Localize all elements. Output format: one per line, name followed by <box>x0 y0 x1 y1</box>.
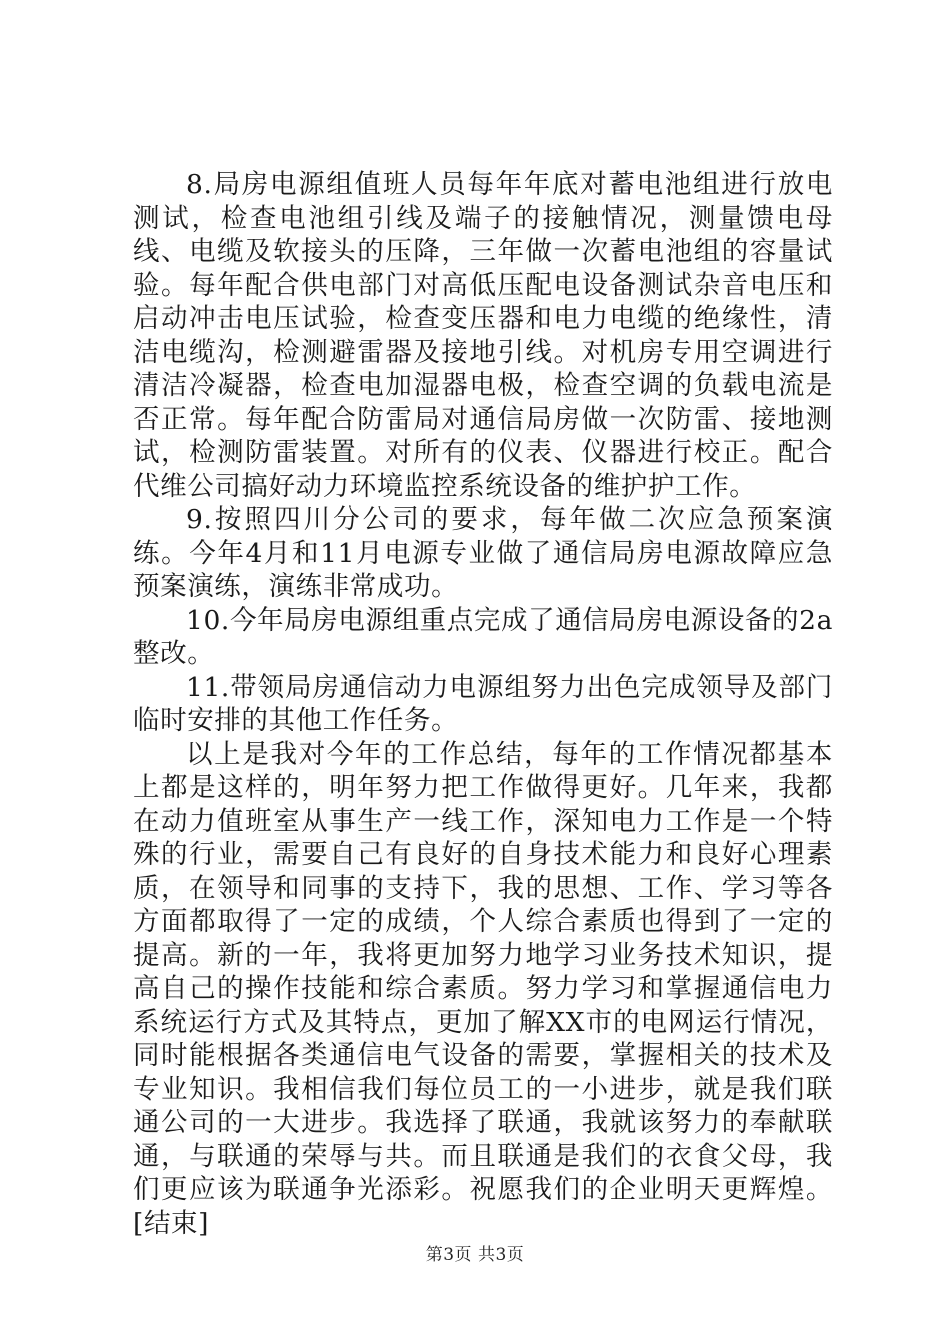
paragraph-item-8: 8.局房电源组值班人员每年年底对蓄电池组进行放电测试，检查电池组引线及端子的接触情况，测量馈电母线、电缆及软接头的压降，三年做一次蓄电池组的容量试验。每年配合供电部门对高低压配电设备测试杂音电压和启动冲击电压试验，检查变压器和电力电缆的绝缘性，清洁电缆沟，检测避雷器及接地引线。对机房专用空调进行清洁冷凝器，检查电加湿器电极，检查空调的负载电流是否正常。每年配合防雷局对通信局房做一次防雷、接地测试，检测防雷装置。对所有的仪表、仪器进行校正。配合代维公司搞好动力环境监控系统设备的维护护工作。 <box>133 169 833 502</box>
page-footer <box>0 1244 950 1266</box>
document-body <box>133 168 833 1240</box>
paragraph-item-9: 9.按照四川分公司的要求，每年做二次应急预案演练。今年4月和11月电源专业做了通信局房电源故障应急预案演练，演练非常成功。 <box>133 504 833 602</box>
page-number: 第3页 共3页 <box>425 1245 525 1265</box>
paragraph-item-10: 10.今年局房电源组重点完成了通信局房电源设备的2a整改。 <box>133 604 833 669</box>
paragraph-summary: 以上是我对今年的工作总结，每年的工作情况都基本上都是这样的，明年努力把工作做得更好。几年来，我都在动力值班室从事生产一线工作，深知电力工作是一个特殊的行业，需要自己有良好的自身技术能力和良好心理素质，在领导和同事的支持下，我的思想、工作、学习等各方面都取得了一定的成绩，个人综合素质也得到了一定的提高。新的一年，我将更加努力地学习业务技术知识，提高自己的操作技能和综合素质。努力学习和掌握通信电力系统运行方式及其特点，更加了解XX市的电网运行情况，同时能根据各类通信电气设备的需要，掌握相关的技术及专业知识。我相信我们每位员工的一小进步，就是我们联通公司的一大进步。我选择了联通，我就该努力的奉献联通，与联通的荣辱与共。而且联通是我们的衣食父母，我们更应该为联通争光添彩。祝愿我们的企业明天更辉煌。[结束] <box>133 738 833 1239</box>
paragraph-item-11: 11.带领局房通信动力电源组努力出色完成领导及部门临时安排的其他工作任务。 <box>133 671 833 736</box>
